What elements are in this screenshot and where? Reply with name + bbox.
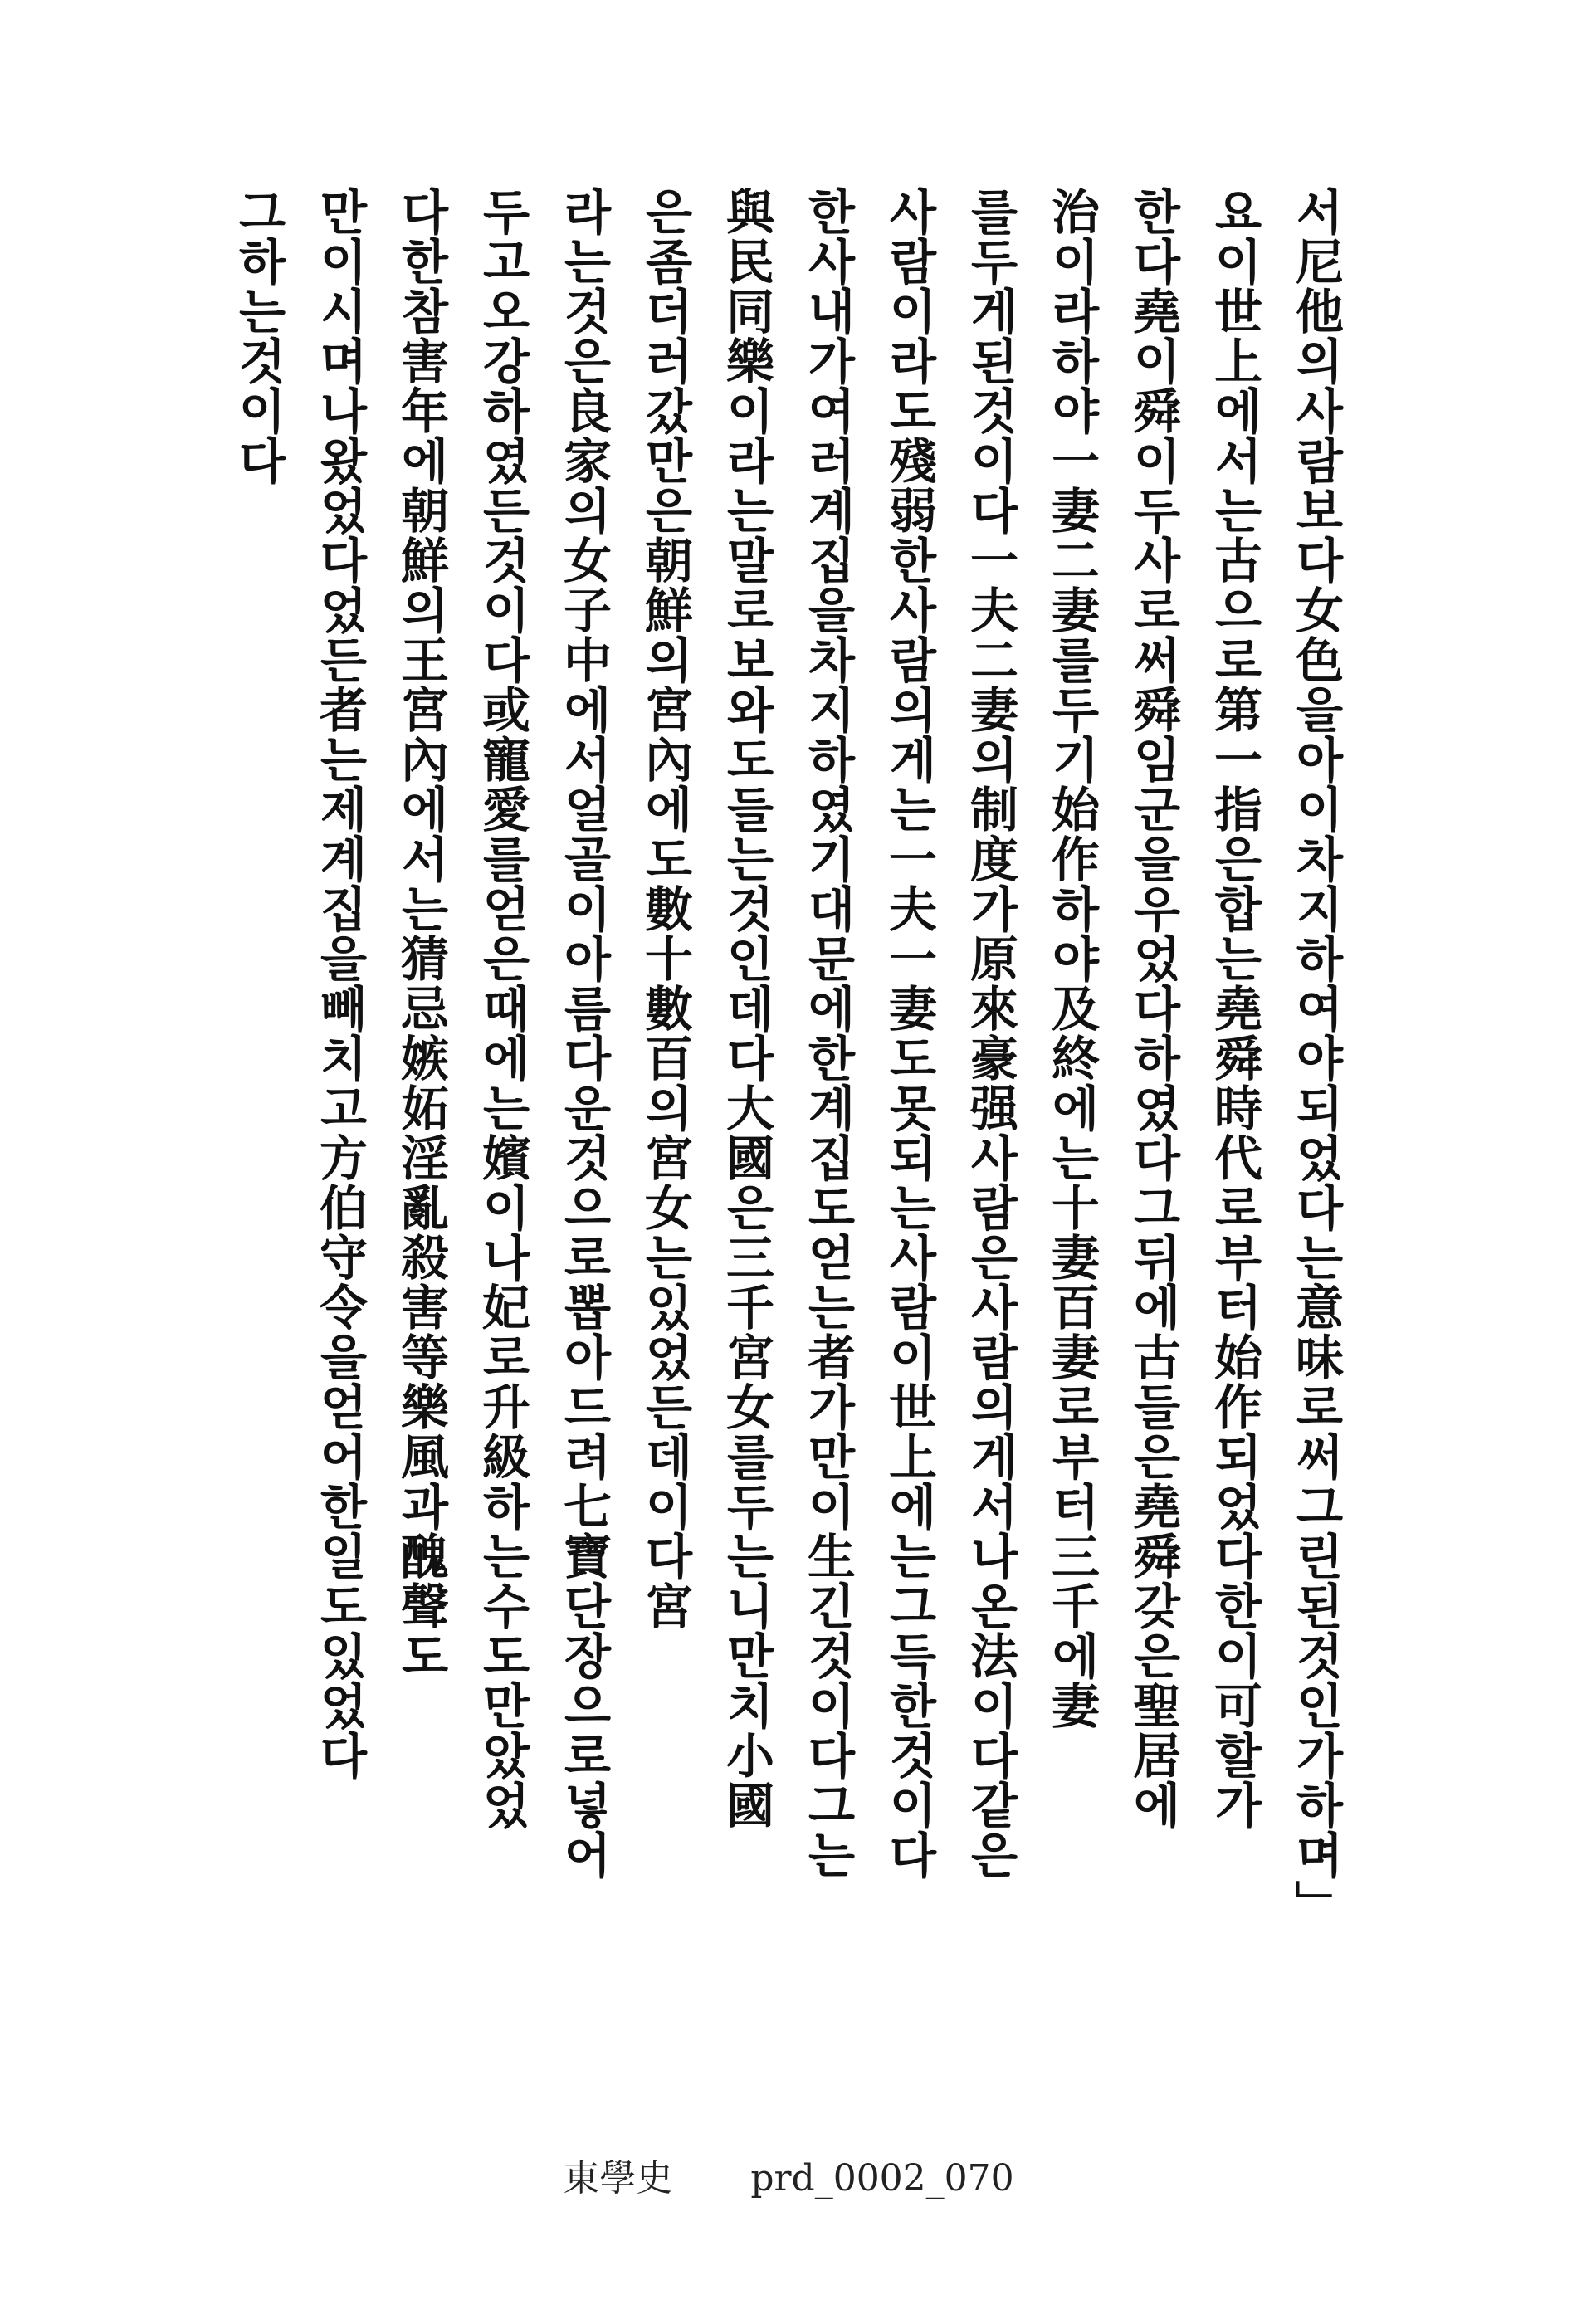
text-column: 다한참害年에朝鮮의王宮內에서는猜忌嫉妬淫亂殺害等樂風과醜聲도	[393, 187, 449, 1681]
text-column: 두고오강하였든것이다或寵愛를얻은때에는嬪이나妃로升級하는수도만았었	[474, 187, 530, 1830]
text-column: 만이시며나왔었다었든者는제계집을빼치고方伯守令을얻어한일도있었다	[311, 187, 368, 1780]
text-column: 한사내가여러계집을차지하였기대문에한계집도얻는者가만이生긴것이다그는	[799, 187, 856, 1880]
text-column: 그하는것이다	[230, 187, 286, 486]
text-column: 은좀더러갔만은朝鮮의宮內에도數十數百의宮女는있었든데이다宮	[637, 187, 693, 1631]
text-column: 를두게된것이다一夫二妻의制度가原來豪强사람은사람의게서나온法이다같은	[962, 187, 1018, 1880]
text-column: 서尼他의사람보다女色을아이차지하여야되었다는意味로써그린된것인가하며」	[1287, 187, 1344, 1930]
text-column: 한다堯이舜이두사로써舜임군을우었다하였다그뒤에古들은堯舜갖은聖居에	[1125, 187, 1181, 1830]
document-title: 東學史	[563, 2157, 673, 2200]
page-identifier: prd_0002_070	[750, 2157, 1014, 2200]
text-column: 與民同樂이라는말로보와도들는것인데다大國은三千宮女를두는니만치小國	[718, 187, 774, 1830]
text-column: 요이世上에서는古으로第一指은합는堯舜時代로부터始作되었다한이可할가	[1206, 187, 1262, 1830]
text-column: 治이라하야一妻二妻를두기始作하야及終에는十妻百妻로부터三千에妻	[1043, 187, 1100, 1731]
text-column: 사람이라도殘弱한사람의게는一夫一妻도못되는사람이世上에는그득한것이다	[881, 187, 937, 1880]
page-footer	[0, 2148, 1577, 2201]
text-column: 라는것은良家의女子中에서얼골이아름다운것으로뽑아드려七寶단장으로넣어	[555, 187, 612, 1880]
handwritten-manuscript	[141, 187, 1353, 1971]
